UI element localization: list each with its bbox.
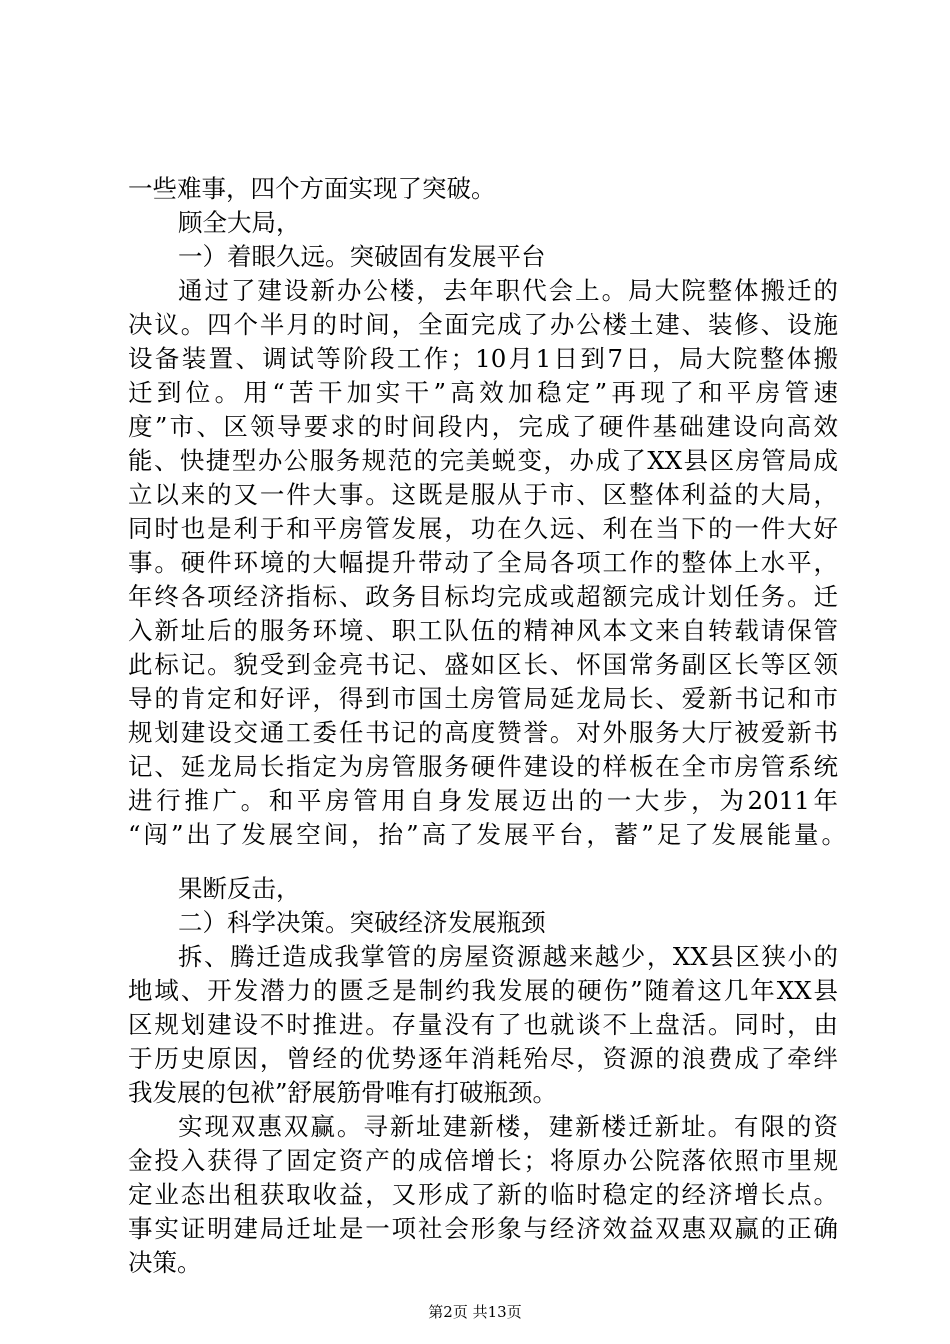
paragraph-line: 决策。 [128, 1248, 202, 1277]
paragraph-line: 立以来的又一件大事。这既是服从于市、区整体利益的大局， [128, 480, 838, 509]
paragraph-line: 于历史原因，曾经的优势逐年消耗殆尽，资源的浪费成了牵绊 [128, 1044, 838, 1073]
paragraph-line: 此标记。貌受到金亮书记、盛如区长、怀国常务副区长等区领 [128, 650, 838, 679]
page-number: 第2页 共13页 [428, 1303, 522, 1321]
section-heading: 二）科学决策。突破经济发展瓶颈 [178, 908, 546, 937]
paragraph-line: 能、快捷型办公服务规范的完美蜕变，办成了XX县区房管局成 [128, 446, 838, 475]
paragraph-line: 通过了建设新办公楼，去年职代会上。局大院整体搬迁的 [178, 276, 838, 305]
paragraph-line: 定业态出租获取收益，又形成了新的临时稳定的经济增长点。 [128, 1180, 838, 1209]
paragraph-line: 同时也是利于和平房管发展，功在久远、利在当下的一件大好 [128, 514, 838, 543]
paragraph-line: 入新址后的服务环境、职工队伍的精神风本文来自转载请保管 [128, 616, 838, 645]
section-heading: 顾全大局， [178, 208, 301, 237]
paragraph-line: 我发展的包袱”舒展筋骨唯有打破瓶颈。 [128, 1078, 558, 1107]
paragraph-line: 进行推广。和平房管用自身发展迈出的一大步，为2011年 [128, 786, 838, 815]
section-heading: 一）着眼久远。突破固有发展平台 [178, 242, 546, 271]
paragraph-line: 设备装置、调试等阶段工作；10月1日到7日，局大院整体搬 [128, 344, 838, 373]
paragraph-line: 事实证明建局迁址是一项社会形象与经济效益双惠双赢的正确 [128, 1214, 838, 1243]
paragraph-line: 实现双惠双赢。寻新址建新楼，建新楼迁新址。有限的资 [178, 1112, 838, 1141]
paragraph-line: “闯”出了发展空间，抬”高了发展平台，蓄”足了发展能量。 [128, 820, 846, 849]
paragraph-line: 导的肯定和好评，得到市国土房管局延龙局长、爱新书记和市 [128, 684, 838, 713]
paragraph-line: 度”市、区领导要求的时间段内，完成了硬件基础建设向高效 [128, 412, 838, 441]
paragraph-line: 区规划建设不时推进。存量没有了也就谈不上盘活。同时，由 [128, 1010, 838, 1039]
paragraph-line: 一些难事，四个方面实现了突破。 [128, 174, 496, 203]
paragraph-line: 事。硬件环境的大幅提升带动了全局各项工作的整体上水平， [128, 548, 838, 577]
paragraph-line: 记、延龙局长指定为房管服务硬件建设的样板在全市房管系统 [128, 752, 838, 781]
paragraph-line: 规划建设交通工委任书记的高度赞誉。对外服务大厅被爱新书 [128, 718, 838, 747]
paragraph-line: 拆、腾迁造成我掌管的房屋资源越来越少，XX县区狭小的 [178, 942, 838, 971]
paragraph-line: 年终各项经济指标、政务目标均完成或超额完成计划任务。迁 [128, 582, 838, 611]
paragraph-line: 迁到位。用“苦干加实干”高效加稳定”再现了和平房管速 [128, 378, 838, 407]
paragraph-line: 金投入获得了固定资产的成倍增长；将原办公院落依照市里规 [128, 1146, 838, 1175]
paragraph-line: 决议。四个半月的时间，全面完成了办公楼土建、装修、设施 [128, 310, 838, 339]
section-heading: 果断反击， [178, 874, 301, 903]
paragraph-line: 地域、开发潜力的匮乏是制约我发展的硬伤”随着这几年XX县 [128, 976, 838, 1005]
